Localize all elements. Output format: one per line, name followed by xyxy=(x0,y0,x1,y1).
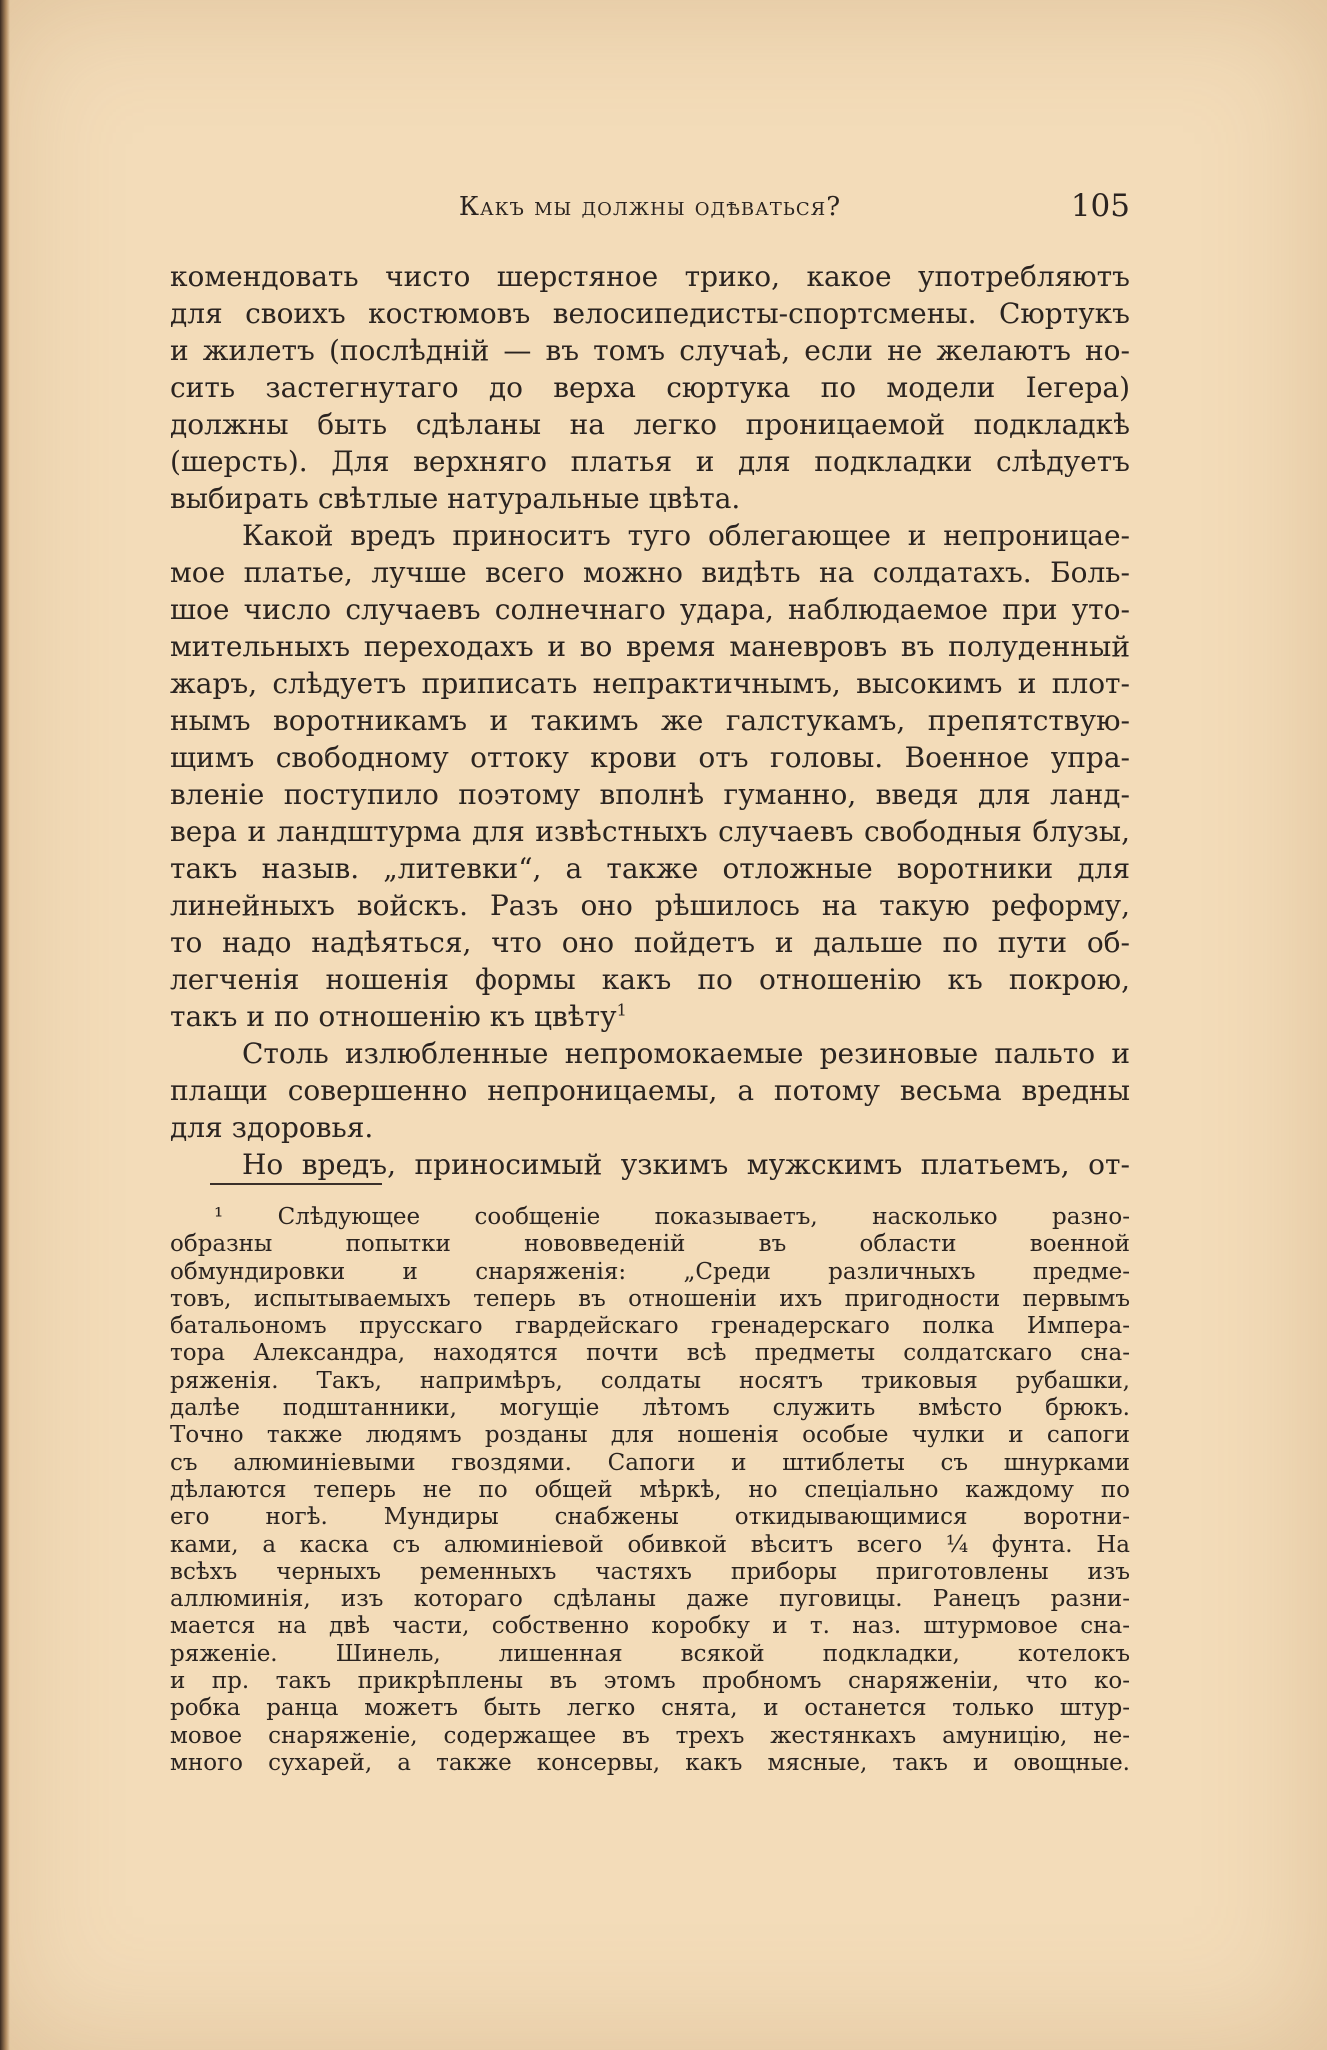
running-head xyxy=(170,188,1130,228)
footnote-line: ряженіе. Шинель, лишенная всякой подкладки, котелокъ xyxy=(170,1640,1130,1667)
text-line: линейныхъ войскъ. Разъ оно рѣшилось на такую реформу, xyxy=(170,889,1130,922)
footnote-line: ¹ Слѣдующее сообщеніе показываетъ, насколько разно- xyxy=(214,1204,1130,1230)
text-line: и жилетъ (послѣдній — въ томъ случаѣ, если не желаютъ но- xyxy=(170,334,1130,367)
footnote-line: мовое снаряженіе, содержащее въ трехъ жестянкахъ амуницію, не- xyxy=(170,1722,1130,1749)
footnote-line: всѣхъ черныхъ ременныхъ частяхъ приборы приготовлены изъ xyxy=(170,1558,1130,1585)
footnote-line: аллюминія, изъ котораго сдѣланы даже пуговицы. Ранецъ разни- xyxy=(170,1586,1130,1613)
footnote-line: обмундировки и снаряженія: „Среди различныхъ предме- xyxy=(170,1258,1130,1285)
footnote-line: и пр. такъ прикрѣплены въ этомъ пробномъ снаряженіи, что ко- xyxy=(170,1668,1130,1695)
footnote-line: ками, а каска съ алюминіевой обивкой вѣситъ всего ¼ фунта. На xyxy=(170,1531,1130,1558)
text-line: Но вредъ, приносимый узкимъ мужскимъ платьемъ, от- xyxy=(242,1148,1130,1181)
text-line: сить застегнутаго до верха сюртука по модели Іегера) xyxy=(170,371,1130,404)
footnote-line: его ногѣ. Мундиры снабжены откидывающимися воротни- xyxy=(170,1504,1130,1531)
footnote-line: ряженія. Такъ, напримѣръ, солдаты носятъ триковыя рубашки, xyxy=(170,1367,1130,1394)
footnote-line: мается на двѣ части, собственно коробку и т. наз. штурмовое сна- xyxy=(170,1613,1130,1640)
footnote-line: образны попытки нововведеній въ области военной xyxy=(170,1231,1130,1258)
text-line: должны быть сдѣланы на легко проницаемой подкладкѣ xyxy=(170,408,1130,441)
footnote-line: дѣлаются теперь не по общей мѣркѣ, но спеціально каждому по xyxy=(170,1476,1130,1503)
footnote-reference[interactable]: 1 xyxy=(616,1000,627,1020)
footnote-line: батальономъ прусскаго гвардейскаго гренадерскаго полка Импера- xyxy=(170,1313,1130,1340)
page-number: 105 xyxy=(1070,188,1130,224)
text-line: Столь излюбленные непромокаемые резиновые пальто и xyxy=(242,1037,1130,1070)
text-line: шое число случаевъ солнечнаго удара, наблюдаемое при уто- xyxy=(170,593,1130,626)
text-line: для здоровья. xyxy=(170,1111,374,1144)
text-line: жаръ, слѣдуетъ приписать непрактичнымъ, высокимъ и плот- xyxy=(170,667,1130,700)
footnote-separator xyxy=(210,1183,382,1185)
text-line: то надо надѣяться, что оно пойдетъ и дальше по пути об- xyxy=(170,926,1130,959)
text-line: выбирать свѣтлые натуральные цвѣта. xyxy=(170,482,741,515)
footnote-line: съ алюминіевыми гвоздями. Сапоги и штиблеты съ шнурками xyxy=(170,1449,1130,1476)
footnote-line: много сухарей, а также консервы, какъ мясные, такъ и овощные. xyxy=(170,1749,1130,1776)
text-line-content: такъ и по отношенію къ цвѣту xyxy=(170,1000,617,1033)
text-line: мое платье, лучше всего можно видѣть на солдатахъ. Боль- xyxy=(170,556,1130,589)
running-title: Какъ мы должны одѣваться? xyxy=(458,192,842,222)
footnote-line: товъ, испытываемыхъ теперь въ отношеніи ихъ пригодности первымъ xyxy=(170,1285,1130,1312)
text-line: вленіе поступило поэтому вполнѣ гуманно, введя для ланд- xyxy=(170,778,1130,811)
text-line: легченія ношенія формы какъ по отношенію къ покрою, xyxy=(170,963,1130,996)
page-spine-edge xyxy=(0,0,10,2050)
text-line xyxy=(170,998,1130,1035)
text-line: для своихъ костюмовъ велосипедисты-спортсмены. Сюртукъ xyxy=(170,297,1130,330)
text-line: щимъ свободному оттоку крови отъ головы. Военное упра- xyxy=(170,741,1130,774)
text-line: (шерсть). Для верхняго платья и для подкладки слѣдуетъ xyxy=(170,445,1130,478)
footnote xyxy=(170,1204,1130,1777)
main-text xyxy=(170,258,1130,1183)
text-line: нымъ воротникамъ и такимъ же галстукамъ, препятствую- xyxy=(170,704,1130,737)
footnote-line: робка ранца можетъ быть легко снята, и останется только штур- xyxy=(170,1695,1130,1722)
text-line: плащи совершенно непроницаемы, а потому весьма вредны xyxy=(170,1074,1130,1107)
text-line: Какой вредъ приноситъ туго облегающее и непроницае- xyxy=(242,519,1130,552)
text-line: комендовать чисто шерстяное трико, какое употребляютъ xyxy=(170,260,1130,293)
footnote-line: тора Александра, находятся почти всѣ предметы солдатскаго сна- xyxy=(170,1340,1130,1367)
text-line: мительныхъ переходахъ и во время маневровъ въ полуденный xyxy=(170,630,1130,663)
footnote-line: Точно также людямъ розданы для ношенія особые чулки и сапоги xyxy=(170,1422,1130,1449)
text-line: такъ назыв. „литевки“, а также отложные воротники для xyxy=(170,852,1130,885)
footnote-line: далѣе подштанники, могущіе лѣтомъ служить вмѣсто брюкъ. xyxy=(170,1395,1130,1422)
text-line: вера и ландштурма для извѣстныхъ случаевъ свободныя блузы, xyxy=(170,815,1130,848)
